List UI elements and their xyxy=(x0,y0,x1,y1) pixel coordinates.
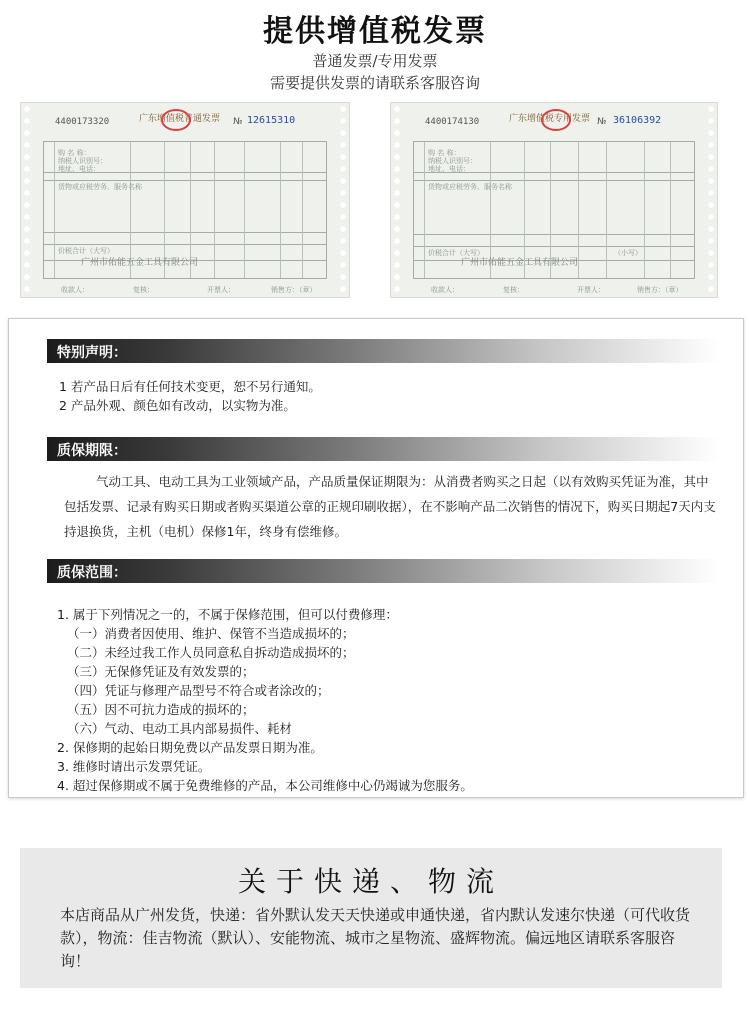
goods-label: 货物或应税劳务、服务名称 xyxy=(428,183,512,191)
drawer-label: 开票人： xyxy=(577,286,605,294)
seller-company-name: 广州市佑能五金工具有限公司 xyxy=(461,258,579,268)
invoice-contact-text: 需要提供发票的请联系客服咨询 xyxy=(269,74,480,92)
invoice-number-label: № xyxy=(597,117,607,127)
buyer-name-label: 购 名 称： xyxy=(428,149,461,157)
total-label: 价税合计（大写） xyxy=(428,249,484,257)
invoice-number: 36106392 xyxy=(613,115,662,126)
scope-item: 4. 超过保修期或不属于免费维修的产品，本公司维修中心仍竭诚为您服务。 xyxy=(57,778,473,793)
scope-item: 3. 维修时请出示发票凭证。 xyxy=(57,759,211,774)
scope-item: 2. 保修期的起始日期免费以产品发票日期为准。 xyxy=(57,740,323,755)
buyer-name-label: 购 名 称： xyxy=(58,149,91,157)
warranty-scope-bar xyxy=(47,559,719,583)
warranty-policy-panel xyxy=(8,318,744,798)
payee-label: 收款人： xyxy=(431,286,459,294)
invoice-type-title: 广东增值税专用发票 xyxy=(509,114,591,124)
taxid-label: 纳税人识别号： xyxy=(428,157,477,165)
taxid-label: 纳税人识别号： xyxy=(58,157,107,165)
scope-item: （四）凭证与修理产品型号不符合或者涂改的； xyxy=(67,683,330,698)
general-invoice-image xyxy=(20,102,350,298)
scope-item: （一）消费者因使用、维护、保管不当造成损坏的； xyxy=(67,626,355,641)
perforation-right xyxy=(705,103,717,297)
special-invoice-image xyxy=(390,102,718,298)
perforation-right xyxy=(337,103,349,297)
invoice-number-label: № xyxy=(233,117,243,127)
review-label: 复核： xyxy=(133,286,154,294)
warranty-period-text: 气动工具、电动工具为工业领域产品，产品质量保证期限为：从消费者购买之日起（以有效购买凭证为准，其中包括发票、记录有购买日期或者购买渠道公章的正规印刷收据），在不影响产品二次销售的情况下，购买日期起7天内支持退换货，主机（电机）保修1年，终身有偿维修。 xyxy=(64,474,716,539)
tax-seal-icon xyxy=(541,109,571,131)
scope-item: （六）气动、电动工具内部易损件、耗材 xyxy=(67,721,293,736)
shipping-info-panel xyxy=(20,848,722,988)
warranty-period-bar xyxy=(47,437,719,461)
warranty-scope-heading: 质保范围： xyxy=(57,565,127,581)
address-label: 地址、电话： xyxy=(58,165,100,173)
total-label: 价税合计（大写） xyxy=(58,247,114,255)
shipping-body: 本店商品从广州发货，快递：省外默认发天天快递或申通快递，省内默认发速尔快递（可代收货款），物流：佳吉物流（默认）、安能物流、城市之星物流、盛辉物流。偏远地区请联系客服咨询！ xyxy=(60,906,691,970)
invoice-type-title: 广东增值税普通发票 xyxy=(139,114,221,124)
page-title: 提供增值税发票 xyxy=(263,14,487,49)
invoice-types-text: 普通发票/专用发票 xyxy=(312,52,438,70)
address-label: 地址、电话： xyxy=(428,165,470,173)
shipping-title: 关于快递、物流 xyxy=(237,865,504,898)
seller-seal-label: 销售方：（章） xyxy=(271,286,317,294)
drawer-label: 开票人： xyxy=(207,286,235,294)
review-label: 复核： xyxy=(503,286,524,294)
invoice-code: 4400173320 xyxy=(55,117,110,127)
seller-seal-label: 销售方：（章） xyxy=(637,286,683,294)
invoice-number: 12615310 xyxy=(247,115,296,126)
goods-label: 货物或应税劳务、服务名称 xyxy=(58,183,142,191)
perforation-left xyxy=(21,103,33,297)
payee-label: 收款人： xyxy=(61,286,89,294)
scope-item: （五）因不可抗力造成的损坏的； xyxy=(67,702,255,717)
warranty-period-heading: 质保期限： xyxy=(57,443,127,459)
small-total-label: （小写） xyxy=(614,249,642,257)
special-notice-bar xyxy=(47,339,719,363)
notice-item: 2 产品外观、颜色如有改动，以实物为准。 xyxy=(59,398,296,413)
perforation-left xyxy=(391,103,403,297)
seller-company-name: 广州市佑能五金工具有限公司 xyxy=(81,258,199,268)
scope-item: （三）无保修凭证及有效发票的； xyxy=(67,664,255,679)
tax-seal-icon xyxy=(161,109,191,131)
notice-item: 1 若产品日后有任何技术变更，恕不另行通知。 xyxy=(59,379,321,394)
invoice-code: 4400174130 xyxy=(425,117,480,127)
scope-item: 1. 属于下列情况之一的，不属于保修范围，但可以付费修理： xyxy=(57,607,398,622)
special-notice-heading: 特别声明： xyxy=(57,345,127,361)
scope-item: （二）未经过我工作人员同意私自拆动造成损坏的； xyxy=(67,645,355,660)
